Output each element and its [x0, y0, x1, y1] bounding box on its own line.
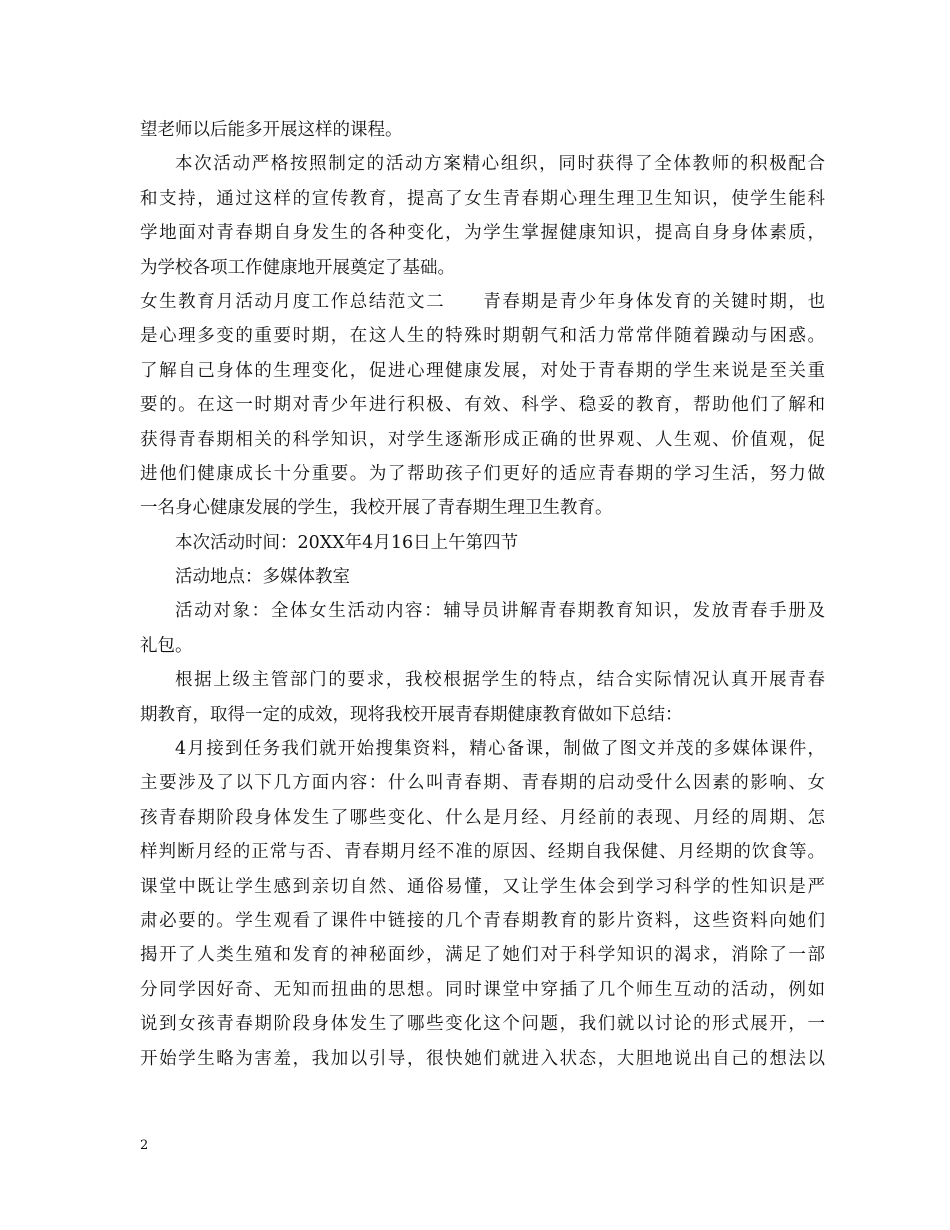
- text-line: 根据上级主管部门的要求，我校根据学生的特点，结合实际情况认真开展青春: [175, 670, 825, 691]
- text-line: 活动对象：全体女生活动内容：辅导员讲解青春期教育知识，发放青春手册及: [175, 601, 825, 622]
- text-line: 揭开了人类生殖和发育的神秘面纱，满足了她们对于科学知识的渴求，消除了一部: [140, 945, 825, 966]
- text-line: 是心理多变的重要时期，在这人生的特殊时期朝气和活力常常伴随着躁动与困惑。: [140, 326, 825, 347]
- text-line: 孩青春期阶段身体发生了哪些变化、什么是月经、月经前的表现、月经的周期、怎: [140, 807, 825, 828]
- text-line: 望老师以后能多开展这样的课程。: [140, 120, 403, 140]
- text-line: 本次活动严格按照制定的活动方案精心组织，同时获得了全体教师的积极配合: [175, 154, 825, 175]
- page-number: 2: [140, 1138, 149, 1153]
- text-line: 进他们健康成长十分重要。为了帮助孩子们更好的适应青春期的学习生活，努力做: [140, 463, 825, 484]
- document-body: [140, 113, 825, 1076]
- text-line: 主要涉及了以下几方面内容：什么叫青春期、青春期的启动受什么因素的影响、女: [140, 773, 825, 794]
- text-line: 期教育，取得一定的成效，现将我校开展青春期健康教育做如下总结：: [140, 704, 683, 725]
- text-line: 肃必要的。学生观看了课件中链接的几个青春期教育的影片资料，这些资料向她们: [140, 910, 825, 931]
- text-line: 为学校各项工作健康地开展奠定了基础。: [140, 257, 455, 278]
- text-line: 要的。在这一时期对青少年进行积极、有效、科学、稳妥的教育，帮助他们了解和: [140, 395, 825, 416]
- text-line: 开始学生略为害羞，我加以引导，很快她们就进入状态，大胆地说出自己的想法以: [140, 1048, 825, 1069]
- text-line: 分同学因好奇、无知而扭曲的思想。同时课堂中穿插了几个师生互动的活动，例如: [140, 979, 825, 1000]
- text-line: 4月接到任务我们就开始搜集资料，精心备课，制做了图文并茂的多媒体课件，: [175, 739, 825, 760]
- text-line: 一名身心健康发展的学生，我校开展了青春期生理卫生教育。: [140, 498, 613, 519]
- text-line: 获得青春期相关的科学知识，对学生逐渐形成正确的世界观、人生观、价值观，促: [140, 429, 825, 450]
- text-line: 活动地点：多媒体教室: [175, 567, 350, 588]
- text-line: 样判断月经的正常与否、青春期月经不准的原因、经期自我保健、月经期的饮食等。: [140, 842, 825, 863]
- text-line: 课堂中既让学生感到亲切自然、通俗易懂，又让学生体会到学习科学的性知识是严: [140, 876, 825, 897]
- text-line: 本次活动时间：20XX年4月16日上午第四节: [175, 532, 519, 553]
- text-line: 说到女孩青春期阶段身体发生了哪些变化这个问题，我们就以讨论的形式展开，一: [140, 1014, 825, 1035]
- text-line: 礼包。: [140, 635, 193, 656]
- text-line: 了解自己身体的生理变化，促进心理健康发展，对处于青春期的学生来说是至关重: [140, 360, 825, 381]
- text-line: 学地面对青春期自身发生的各种变化，为学生掌握健康知识，提高自身身体素质，: [140, 223, 825, 244]
- text-line: 和支持，通过这样的宣传教育，提高了女生青春期心理生理卫生知识，使学生能科: [140, 188, 825, 209]
- text-line: 女生教育月活动月度工作总结范文二 青春期是青少年身体发育的关键时期，也: [140, 291, 825, 312]
